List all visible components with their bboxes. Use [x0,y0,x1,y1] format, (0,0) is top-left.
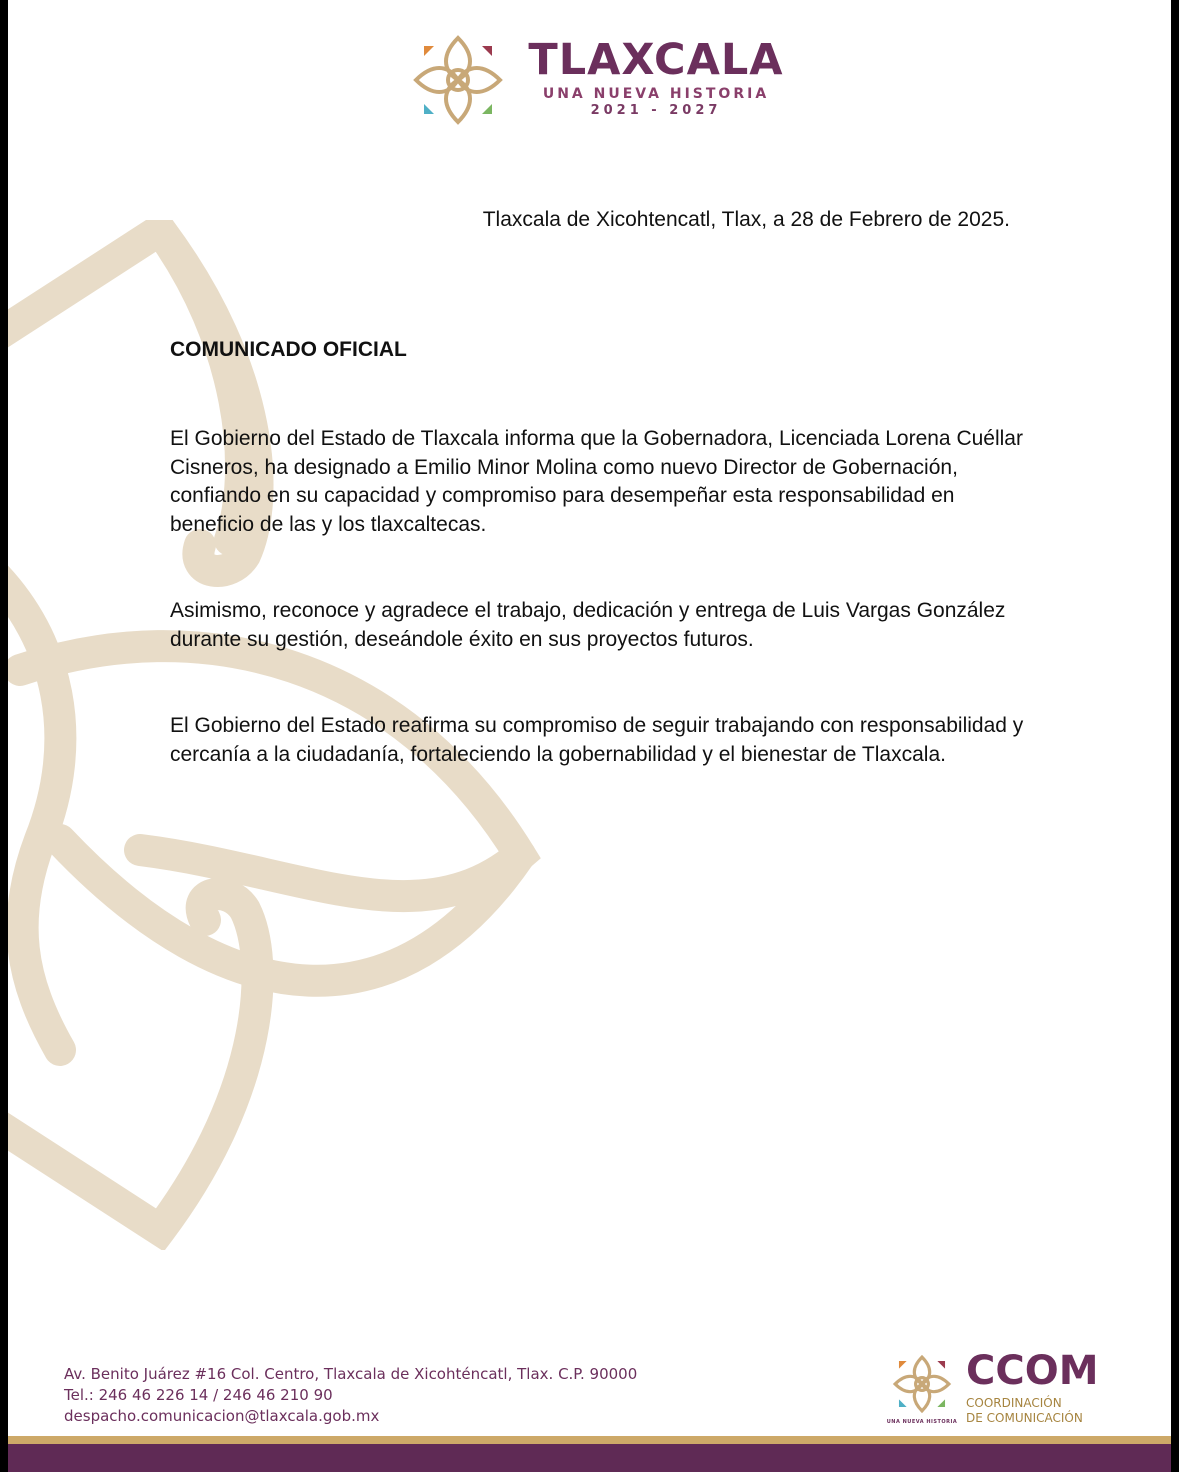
footer-address: Av. Benito Juárez #16 Col. Centro, Tlaxcala de Xicohténcatl, Tlax. C.P. 90000 [64,1365,638,1383]
body-paragraph-3: El Gobierno del Estado reafirma su compromiso de seguir trabajando con responsabilidad y cercanía a la ciudadanía, fortaleciendo la gobernabilidad y el bienestar de Tlaxcala. [170,714,1024,766]
document-heading: COMUNICADO OFICIAL [170,338,407,361]
document-page [8,0,1171,1472]
ccom-flower-icon [890,1352,954,1416]
body-paragraph-2: Asimismo, reconoce y agradece el trabajo, dedicación y entrega de Luis Vargas González durante su gestión, deseándole éxito en sus proyectos futuros. [170,599,1006,651]
brand-subtitle: UNA NUEVA HISTORIA [542,86,770,102]
ccom-tagline: UNA NUEVA HISTORIA [886,1419,958,1425]
ccom-subtitle-line-1: COORDINACIÓN [966,1396,1062,1410]
footer-phone: Tel.: 246 46 226 14 / 246 46 210 90 [64,1386,333,1404]
brand-title: TLAXCALA [528,35,784,85]
ccom-brand [966,1346,1099,1426]
brand-years: 2021 - 2027 [590,103,722,118]
footer-contact [64,1364,637,1427]
ccom-title: CCOM [966,1348,1099,1394]
brand-block [516,34,796,120]
ccom-subtitle-line-2: DE COMUNICACIÓN [966,1411,1083,1425]
tlaxcala-flower-icon [408,30,508,130]
body-paragraph-1: El Gobierno del Estado de Tlaxcala informa que la Gobernadora, Licenciada Lorena Cuéllar Cisneros, ha designado a Emilio Minor Molina como nuevo Director de Gobernación, confiando en su capacidad y compromiso para desempeñar esta responsabilidad en beneficio de las y los tlaxcaltecas. [170,427,1023,536]
footer-purple-band [8,1444,1171,1472]
footer-email: despacho.comunicacion@tlaxcala.gob.mx [64,1407,380,1425]
date-line: Tlaxcala de Xicohtencatl, Tlax, a 28 de Febrero de 2025. [482,208,1010,231]
